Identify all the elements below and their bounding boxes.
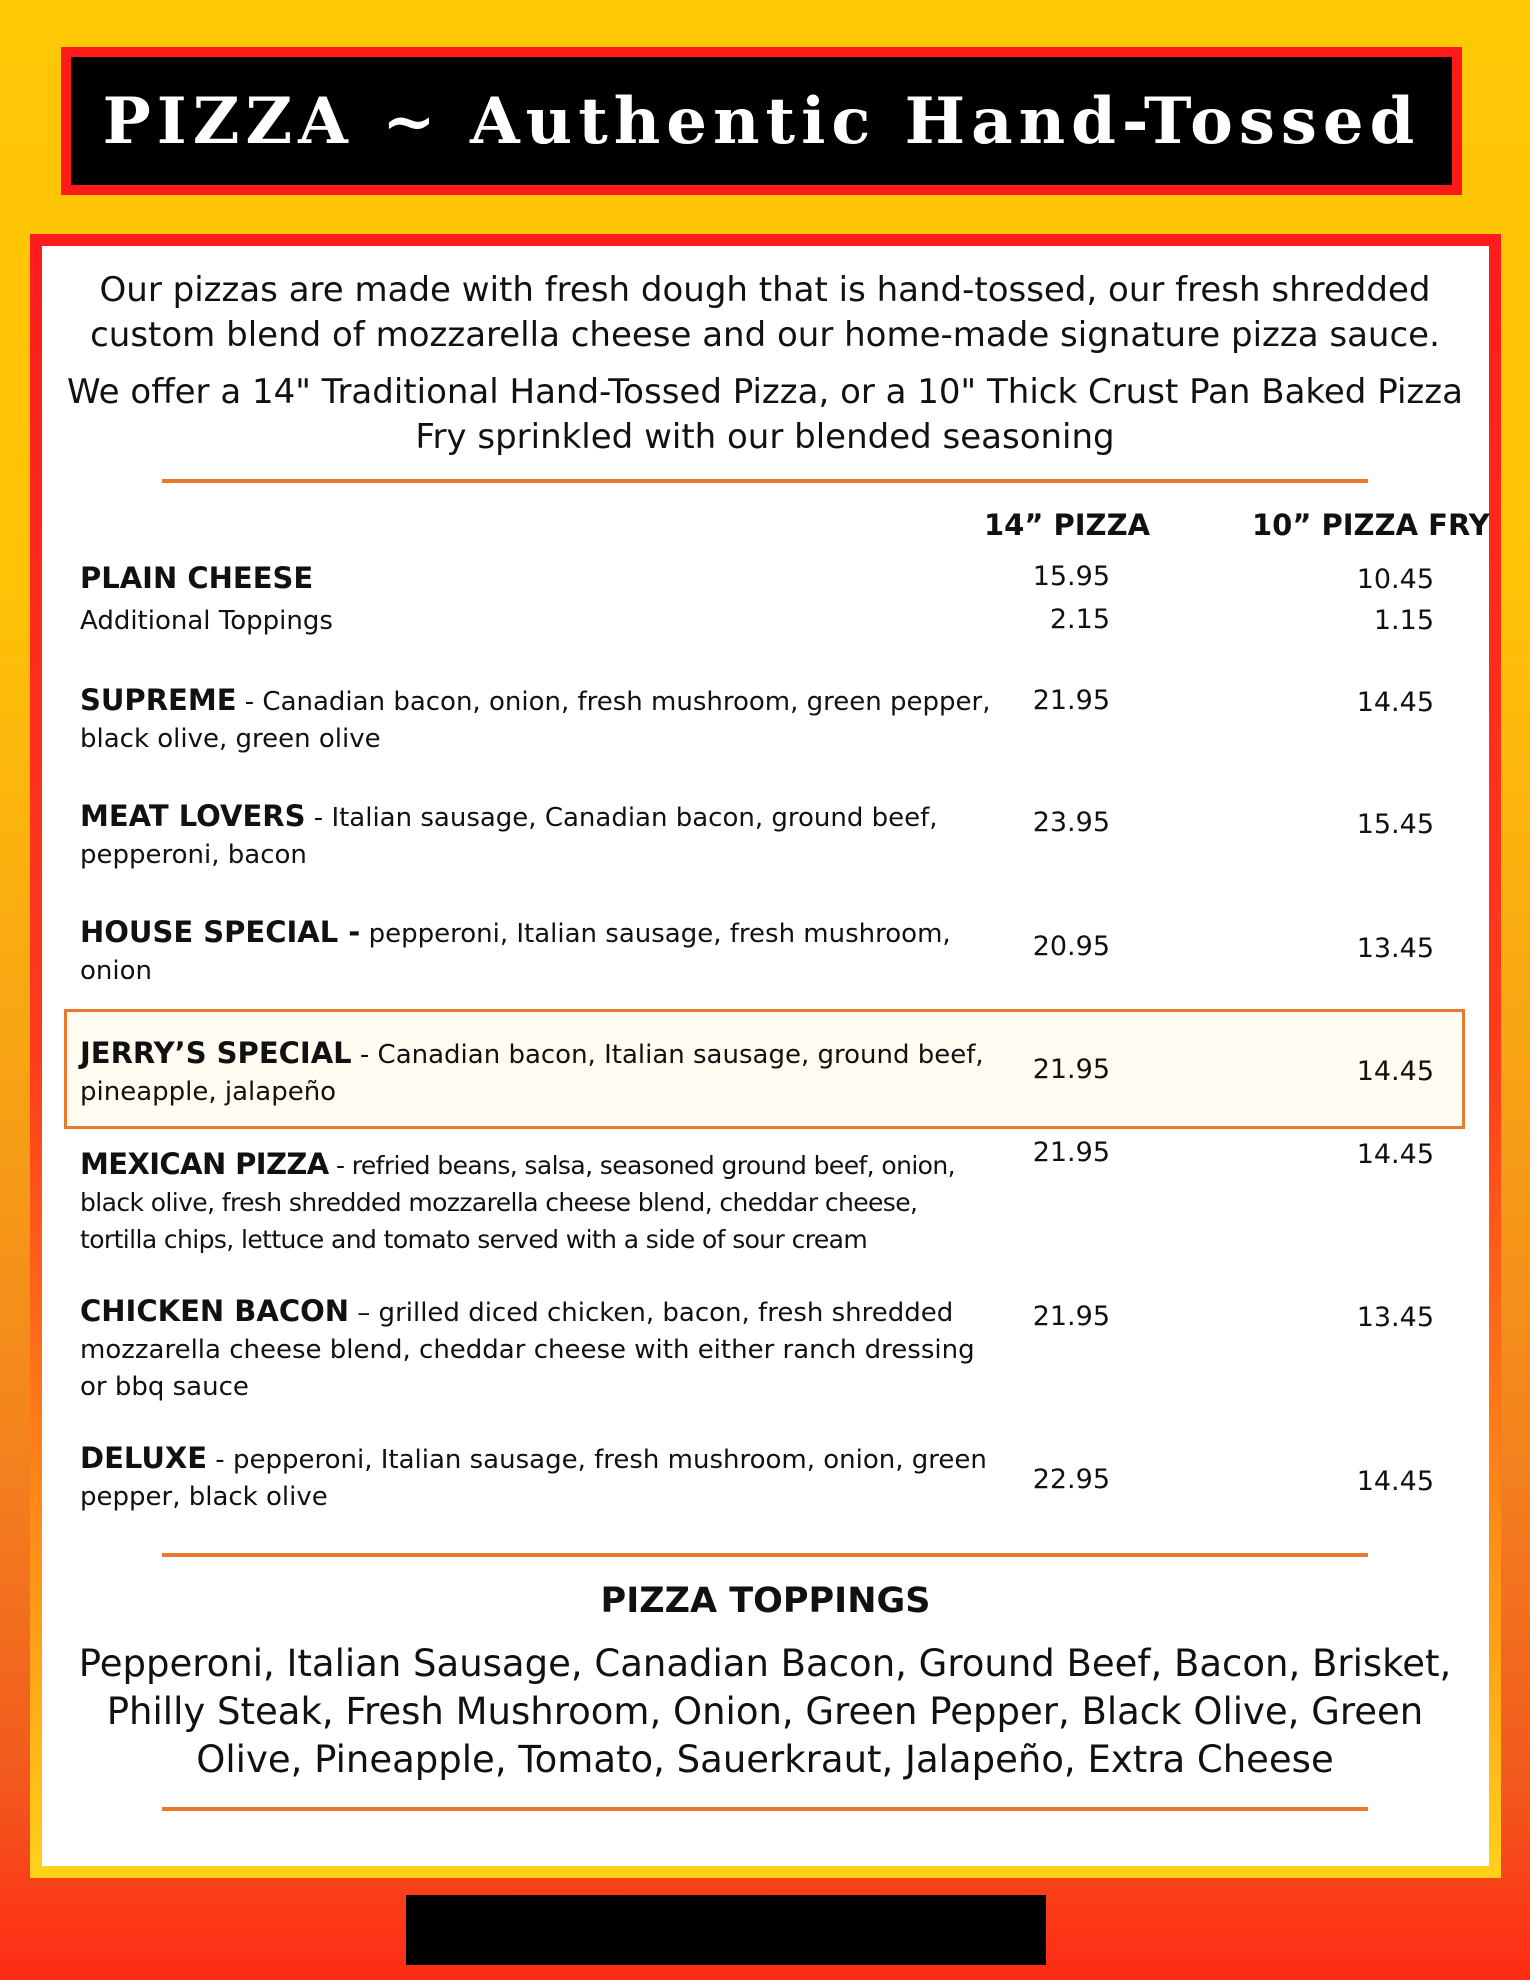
menu-item-deluxe [80,1440,1000,1516]
item-name: MEXICAN PIZZA [80,1147,329,1181]
price-14-additional-toppings: 2.15 [1049,604,1110,635]
price-14-chicken-bacon: 21.95 [1032,1301,1110,1332]
item-name: JERRY’S SPECIAL [80,1036,352,1070]
item-desc: - pepperoni, Italian sausage, fresh mushroom, onion, green pepper, black olive [80,1445,987,1512]
intro-line-2: custom blend of mozzarella cheese and our home-made signature pizza sauce. [90,315,1440,355]
price-10-plain-cheese: 10.45 [1356,564,1434,595]
price-10-house-special: 13.45 [1356,933,1434,964]
item-name: MEAT LOVERS [80,799,306,833]
divider-top [162,479,1368,483]
menu-item-meat-lovers [80,798,1000,874]
footer-bar [406,1895,1046,1965]
item-name: HOUSE SPECIAL - [80,915,361,949]
item-desc: - Canadian bacon, Italian sausage, ground beef, pineapple, jalapeño [80,1040,984,1107]
item-name: PLAIN CHEESE [80,561,314,595]
column-header-14-pizza: 14” PIZZA [984,508,1151,542]
menu-item-chicken-bacon [80,1293,1000,1406]
price-10-jerrys-special: 14.45 [1356,1056,1434,1087]
toppings-list: Pepperoni, Italian Sausage, Canadian Bacon, Ground Beef, Bacon, Brisket, Philly Steak, Fresh Mushroom, Onion, Green Pepper, Black Olive, Green Olive, Pineapple, Tomato, Sauerkraut, Jalapeño, Extra Cheese [78,1642,1452,1781]
intro-line-1: Our pizzas are made with fresh dough that is hand-tossed, our fresh shredded [99,270,1431,310]
item-desc: - Canadian bacon, onion, fresh mushroom, green pepper, black olive, green olive [80,687,991,754]
price-10-mexican-pizza: 14.45 [1356,1139,1434,1170]
price-14-house-special: 20.95 [1032,931,1110,962]
page-title: PIZZA ~ Authentic Hand-Tossed [102,83,1421,159]
header-banner [61,47,1462,195]
item-desc: – grilled diced chicken, bacon, fresh shredded mozzarella cheese blend, cheddar cheese with either ranch dressing or bbq sauce [80,1298,975,1402]
price-10-additional-toppings: 1.15 [1373,605,1434,636]
price-10-chicken-bacon: 13.45 [1356,1302,1434,1333]
price-14-meat-lovers: 23.95 [1032,807,1110,838]
item-name: CHICKEN BACON [80,1294,350,1328]
column-header-10-pizza-fry: 10” PIZZA FRY [1252,508,1490,542]
item-desc: - Italian sausage, Canadian bacon, ground beef, pepperoni, bacon [80,803,938,870]
price-10-deluxe: 14.45 [1356,1466,1434,1497]
price-14-supreme: 21.95 [1032,685,1110,716]
intro-line-3: We offer a 14" Traditional Hand-Tossed Pizza, or a 10" Thick Crust Pan Baked Pizza [67,372,1463,412]
intro-paragraph-1 [60,268,1470,358]
item-desc: pepperoni, Italian sausage, fresh mushroom, onion [80,919,951,986]
intro-line-4: Fry sprinkled with our blended seasoning [415,417,1115,457]
price-14-plain-cheese: 15.95 [1032,561,1110,592]
price-10-meat-lovers: 15.45 [1356,809,1434,840]
price-14-mexican-pizza: 21.95 [1032,1137,1110,1168]
menu-item-jerrys-special [80,1035,1000,1111]
menu-item-house-special [80,914,1000,990]
menu-item-plain-cheese [80,560,1000,599]
menu-item-additional-toppings [80,603,1000,640]
item-name: DELUXE [80,1441,208,1475]
item-desc: Additional Toppings [80,606,333,636]
toppings-heading: PIZZA TOPPINGS [600,1581,931,1621]
divider-middle [162,1553,1368,1557]
menu-item-mexican-pizza [80,1146,1000,1258]
divider-bottom [162,1807,1368,1811]
price-14-jerrys-special: 21.95 [1032,1054,1110,1085]
price-10-supreme: 14.45 [1356,687,1434,718]
item-desc: - refried beans, salsa, seasoned ground beef, onion, black olive, fresh shredded mozzarella cheese blend, cheddar cheese, tortilla chips, lettuce and tomato served with a side of sour cream [80,1151,955,1254]
menu-item-supreme [80,682,1000,758]
price-14-deluxe: 22.95 [1032,1464,1110,1495]
item-name: SUPREME [80,683,237,717]
intro-paragraph-2 [60,370,1470,460]
